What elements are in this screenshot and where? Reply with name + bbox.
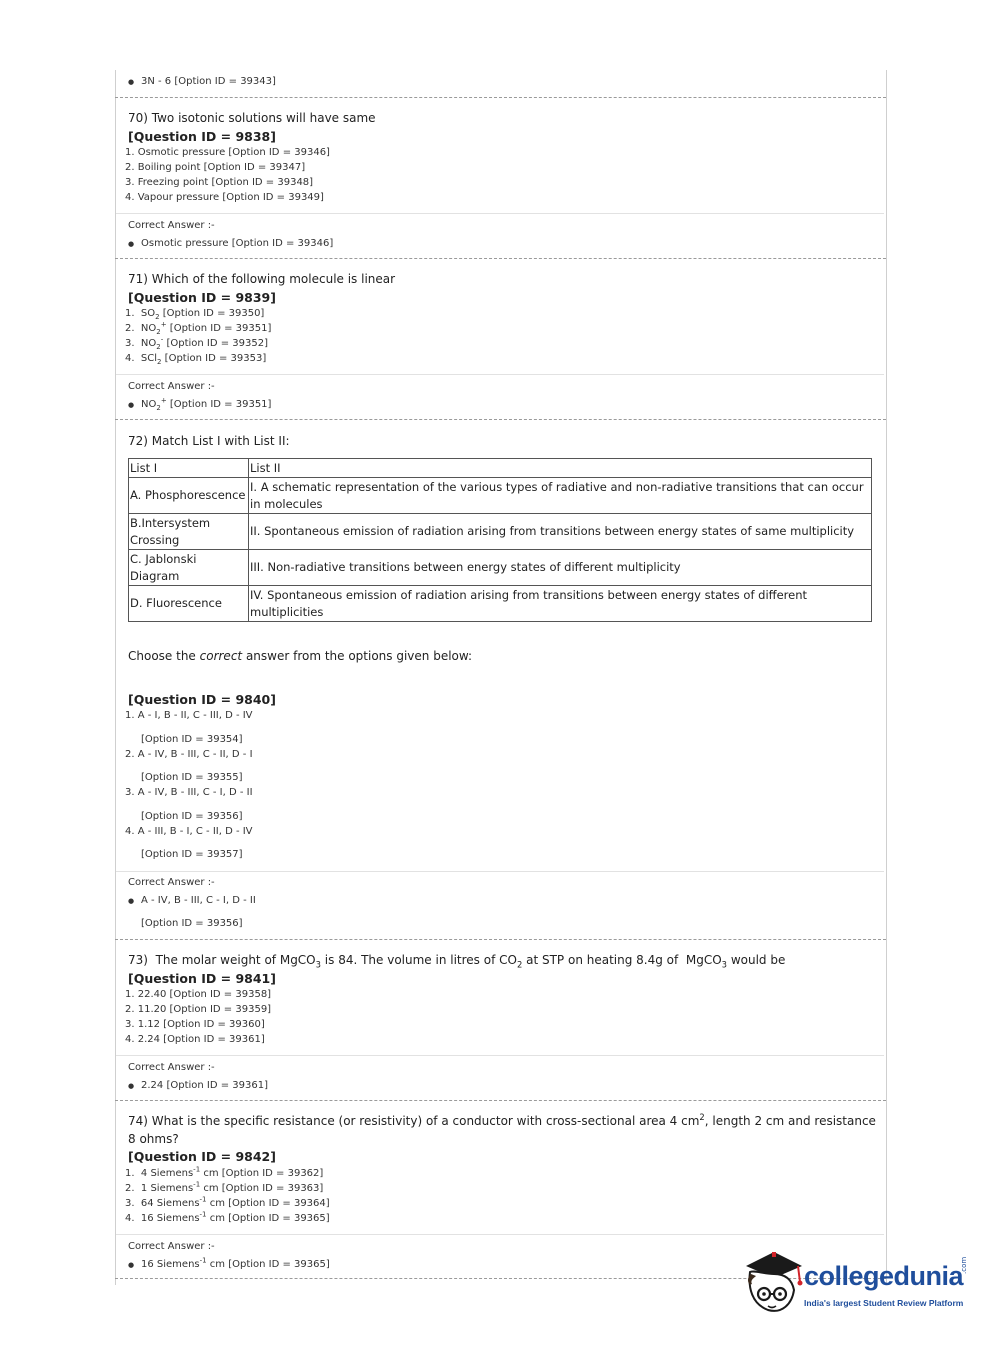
q70-text: 70) Two isotonic solutions will have same	[128, 111, 376, 125]
q72-text: 72) Match List I with List II:	[128, 434, 290, 448]
q70-correct-label: Correct Answer :-	[128, 220, 215, 231]
table-cell: I. A schematic representation of the various types of radiative and non-radiative transitions that can occur in molecules	[249, 478, 872, 514]
q74-correct-label: Correct Answer :-	[128, 1241, 215, 1252]
table-cell: A. Phosphorescence	[129, 478, 249, 514]
q70-option-2: 2. Boiling point [Option ID = 39347]	[125, 162, 306, 173]
q74-text-line1: 74) What is the specific resistance (or resistivity) of a conductor with cross-sectional area 4 $cm^2$, length 2 cm and resistance	[128, 1112, 876, 1128]
q70-option-4: 4. Vapour pressure [Option ID = 39349]	[125, 192, 324, 203]
q71-correct-answer: ● $NO_2^+$ [Option ID = 39351]	[141, 399, 271, 410]
collegedunia-logo	[742, 1248, 972, 1320]
q70-option-1: 1. Osmotic pressure [Option ID = 39346]	[125, 147, 330, 158]
answer-divider	[116, 1055, 884, 1056]
q70-option-3: 3. Freezing point [Option ID = 39348]	[125, 177, 314, 188]
question-divider	[115, 97, 886, 98]
q72-option-3-id: [Option ID = 39356]	[141, 811, 243, 822]
q72-option-4-id: [Option ID = 39357]	[141, 849, 243, 860]
page-frame	[115, 70, 887, 1285]
q74-option-3: 3. 64 Siemens$^{-1}$ cm [Option ID = 39364]	[125, 1195, 330, 1209]
q71-correct-label: Correct Answer :-	[128, 381, 215, 392]
table-cell: List II	[249, 459, 872, 478]
question-divider	[115, 939, 886, 940]
q72-id: [Question ID = 9840]	[128, 692, 276, 707]
logo-tagline: India's largest Student Review Platform	[804, 1298, 964, 1308]
q73-option-2: 2. 11.20 [Option ID = 39359]	[125, 1004, 272, 1015]
table-cell: C. Jablonski Diagram	[129, 550, 249, 586]
q74-option-1: 1. 4 Siemens$^{-1}$ cm [Option ID = 39362]	[125, 1165, 324, 1179]
q71-option-1: 1. $SO_2$ [Option ID = 39350]	[125, 308, 265, 321]
table-cell: D. Fluorescence	[129, 586, 249, 622]
q72-correct-answer: ● A - IV, B - III, C - I, D - II	[141, 895, 256, 906]
question-divider	[115, 1100, 886, 1101]
q74-correct-answer: ● 16 Siemens$^{-1}$ cm [Option ID = 39365]	[141, 1259, 330, 1270]
q70-id: [Question ID = 9838]	[128, 129, 276, 144]
q71-option-2: 2. $NO_2^+$ [Option ID = 39351]	[125, 320, 272, 336]
q72-option-3: 3. A - IV, B - III, C - I, D - II	[125, 787, 253, 798]
q71-option-4: 4. SCl$_2$ [Option ID = 39353]	[125, 353, 267, 366]
q71-option-3: 3. $NO_2^-$ [Option ID = 39352]	[125, 335, 269, 351]
logo-brand: collegedunia	[804, 1261, 964, 1291]
prev-answer-option: ● 3N - 6 [Option ID = 39343]	[141, 76, 276, 87]
q73-option-1: 1. 22.40 [Option ID = 39358]	[125, 989, 272, 1000]
q72-option-2: 2. A - IV, B - III, C - II, D - I	[125, 749, 253, 760]
q72-option-1-id: [Option ID = 39354]	[141, 734, 243, 745]
q73-correct-label: Correct Answer :-	[128, 1062, 215, 1073]
q72-option-2-id: [Option ID = 39355]	[141, 772, 243, 783]
table-cell: List I	[129, 459, 249, 478]
q72-option-4: 4. A - III, B - I, C - II, D - IV	[125, 826, 253, 837]
q72-correct-answer-id: [Option ID = 39356]	[141, 918, 243, 929]
q74-id: [Question ID = 9842]	[128, 1149, 276, 1164]
table-cell: III. Non-radiative transitions between energy states of different multiplicity	[249, 550, 872, 586]
q74-option-4: 4. 16 Siemens$^{-1}$ cm [Option ID = 39365]	[125, 1210, 330, 1224]
q73-id: [Question ID = 9841]	[128, 971, 276, 986]
q74-option-2: 2. 1 Siemens$^{-1}$ cm [Option ID = 39363]	[125, 1180, 324, 1194]
q73-text: 73) The molar weight of MgCO$_3$ is 84. The volume in litres of $CO_2$ at STP on heating 8.4g of MgCO$_3$ would be	[128, 953, 786, 970]
match-table	[128, 458, 872, 622]
q72-option-1: 1. A - I, B - II, C - III, D - IV	[125, 710, 253, 721]
table-cell: B.Intersystem Crossing	[129, 514, 249, 550]
answer-divider	[116, 213, 884, 214]
q72-instruction: Choose the correct answer from the options given below:	[128, 649, 473, 663]
q73-option-3: 3. 1.12 [Option ID = 39360]	[125, 1019, 265, 1030]
answer-divider	[116, 871, 884, 872]
mascot-icon	[742, 1248, 804, 1318]
q70-correct-answer: ● Osmotic pressure [Option ID = 39346]	[141, 238, 333, 249]
answer-divider	[116, 1234, 884, 1235]
q73-option-4: 4. 2.24 [Option ID = 39361]	[125, 1034, 265, 1045]
question-divider	[115, 258, 886, 259]
answer-divider	[116, 374, 884, 375]
logo-com: .com	[960, 1256, 968, 1274]
q73-correct-answer: ● 2.24 [Option ID = 39361]	[141, 1080, 268, 1091]
q72-correct-label: Correct Answer :-	[128, 877, 215, 888]
table-cell: II. Spontaneous emission of radiation arising from transitions between energy states of same multiplicity	[249, 514, 872, 550]
q71-id: [Question ID = 9839]	[128, 290, 276, 305]
q74-text-line2: 8 ohms?	[128, 1132, 179, 1146]
question-divider	[115, 419, 886, 420]
q71-text: 71) Which of the following molecule is linear	[128, 272, 396, 286]
table-cell: IV. Spontaneous emission of radiation arising from transitions between energy states of different multiplicities	[249, 586, 872, 622]
